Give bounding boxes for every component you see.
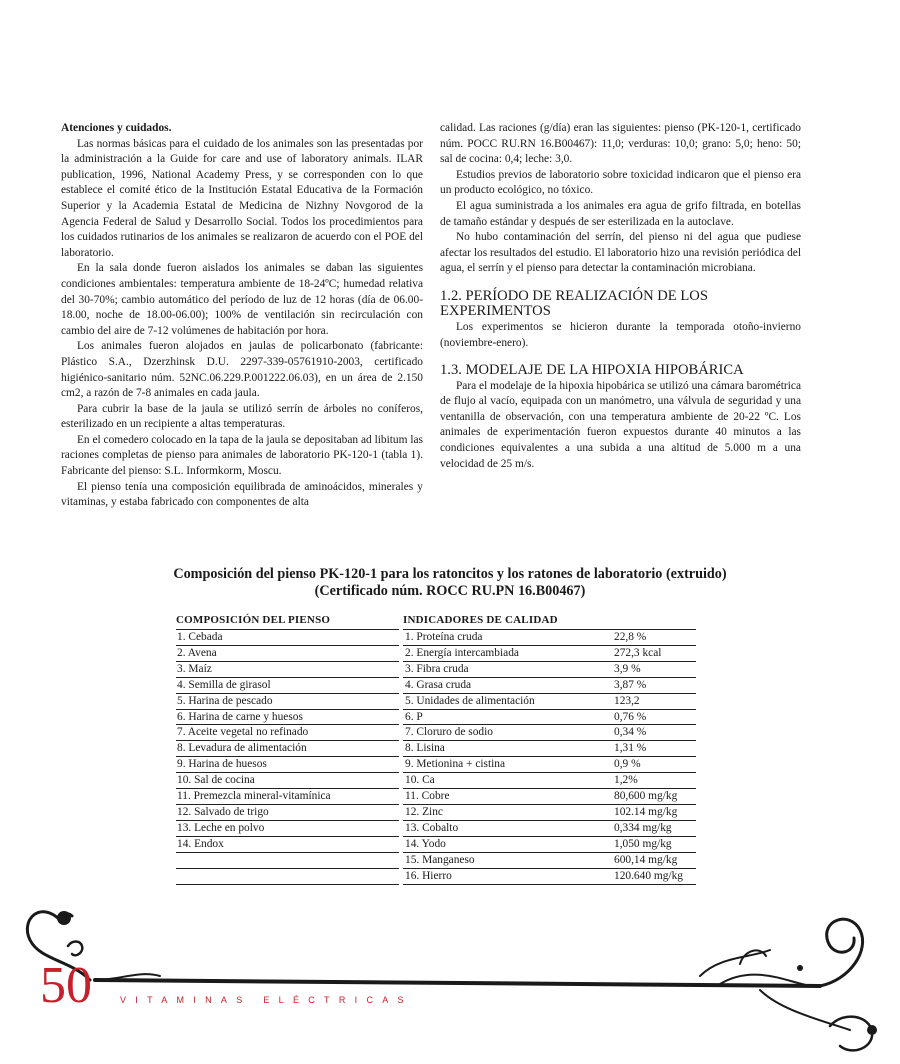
composition-cell: 10. Sal de cocina: [176, 773, 399, 789]
composition-table: [176, 612, 696, 885]
table-row: [176, 773, 696, 789]
indicator-cell: 1. Proteína cruda: [403, 630, 611, 646]
composition-cell: 3. Maíz: [176, 661, 399, 677]
value-cell: 80,600 mg/kg: [611, 789, 696, 805]
heading-atenciones: Atenciones y cuidados.: [61, 122, 172, 134]
indicator-cell: 3. Fibra cruda: [403, 661, 611, 677]
value-cell: 0,34 %: [611, 725, 696, 741]
indicator-cell: 14. Yodo: [403, 836, 611, 852]
indicator-cell: 15. Manganeso: [403, 852, 611, 868]
composition-cell: 2. Avena: [176, 645, 399, 661]
paragraph: El pienso tenía una composición equilibrada de aminoácidos, minerales y vitaminas, y estaba fabricado con componentes de alta: [61, 480, 423, 509]
value-cell: 3,9 %: [611, 661, 696, 677]
composition-cell: [176, 852, 399, 868]
table-row: [176, 693, 696, 709]
paragraph: Los experimentos se hicieron durante la temporada otoño-invierno (noviembre-enero).: [440, 320, 801, 349]
paragraph: Para cubrir la base de la jaula se utilizó serrín de árboles no coníferos, esterilizado en un recipiente a altas temperaturas.: [61, 402, 423, 431]
indicator-cell: 7. Cloruro de sodio: [403, 725, 611, 741]
table-row: [176, 661, 696, 677]
left-column: [61, 121, 423, 511]
table-row: [176, 789, 696, 805]
table-row: [176, 630, 696, 646]
paragraph: El agua suministrada a los animales era agua de grifo filtrada, en botellas de tamaño estándar y después de ser esterilizada en la autoclave.: [440, 199, 801, 228]
ornament-flourish: [0, 880, 900, 1064]
composition-cell: 4. Semilla de girasol: [176, 677, 399, 693]
value-cell: 120.640 mg/kg: [611, 868, 696, 884]
composition-cell: 5. Harina de pescado: [176, 693, 399, 709]
paragraph: En la sala donde fueron aislados los animales se daban las siguientes condiciones ambientales: temperatura ambiente de 18-24ºC; humedad relativa del 30-70%; cambio automático del período de luz de 12 horas (día de 06.00-18.00, noche de 18.00-06.00); 100% de ventilación sin recirculación con cambio del aire de 7-12 volúmenes de habitación por hora.: [61, 262, 423, 337]
indicator-cell: 9. Metionina + cistina: [403, 757, 611, 773]
composition-cell: 12. Salvado de trigo: [176, 804, 399, 820]
value-cell: 22,8 %: [611, 630, 696, 646]
table-row: [176, 677, 696, 693]
publication-name: VITAMINAS ELÉCTRICAS: [120, 995, 413, 1005]
indicator-cell: 16. Hierro: [403, 868, 611, 884]
composition-cell: 6. Harina de carne y huesos: [176, 709, 399, 725]
composition-cell: 14. Endox: [176, 836, 399, 852]
paragraph: Estudios previos de laboratorio sobre toxicidad indicaron que el pienso era un producto ecológico, no tóxico.: [440, 168, 801, 197]
header-composition: COMPOSICIÓN DEL PIENSO: [176, 613, 331, 626]
indicator-cell: 11. Cobre: [403, 789, 611, 805]
indicator-cell: 12. Zinc: [403, 804, 611, 820]
indicator-cell: 4. Grasa cruda: [403, 677, 611, 693]
right-column: [440, 121, 801, 472]
table-row: [176, 804, 696, 820]
composition-cell: 7. Aceite vegetal no refinado: [176, 725, 399, 741]
table-row: [176, 757, 696, 773]
value-cell: 1,2%: [611, 773, 696, 789]
table-title-line-1: Composición del pienso PK-120-1 para los ratoncitos y los ratones de laboratorio (extruido): [173, 566, 727, 582]
indicator-cell: 8. Lisina: [403, 741, 611, 757]
paragraph: No hubo contaminación del serrín, del pienso ni del agua que pudiese afectar los resultados del estudio. El laboratorio hizo una revisión periódica del agua, el serrín y el pienso para detectar la contaminación microbiana.: [440, 231, 801, 275]
table-row: [176, 820, 696, 836]
table-row: [176, 741, 696, 757]
indicator-cell: 5. Unidades de alimentación: [403, 693, 611, 709]
value-cell: 1,050 mg/kg: [611, 836, 696, 852]
header-quality: INDICADORES DE CALIDAD: [403, 613, 558, 626]
table-title: [70, 566, 830, 600]
paragraph: Las normas básicas para el cuidado de los animales son las presentadas por la administración a la Guide for care and use of laboratory animals. ILAR publication, 1996, National Academy Press, y se corresponden con lo que establece el comité ético de la Institución Estatal Educativa de la Formación Superior y la Academia Estatal de Medicina de Nizhny Novgorod de la Agencia Federal de Salud y Desarrollo Social. Todos los procedimientos para los cuidados rutinarios de los animales se realizaron de acuerdo con el POE del laboratorio.: [61, 137, 423, 259]
indicator-cell: 2. Energía intercambiada: [403, 645, 611, 661]
value-cell: 102.14 mg/kg: [611, 804, 696, 820]
table-row: [176, 645, 696, 661]
composition-cell: 11. Premezcla mineral-vitamínica: [176, 789, 399, 805]
table-row: [176, 709, 696, 725]
value-cell: 600,14 mg/kg: [611, 852, 696, 868]
value-cell: 1,31 %: [611, 741, 696, 757]
section-title-1-3: 1.3. MODELAJE DE LA HIPOXIA HIPOBÁRICA: [440, 362, 744, 379]
composition-cell: 9. Harina de huesos: [176, 757, 399, 773]
indicator-cell: 6. P: [403, 709, 611, 725]
section-title-1-2: 1.2. PERÍODO DE REALIZACIÓN DE LOS EXPERIMENTOS: [440, 287, 708, 320]
value-cell: 0,334 mg/kg: [611, 820, 696, 836]
paragraph: Para el modelaje de la hipoxia hipobárica se utilizó una cámara barométrica de flujo al vacío, equipada con un manómetro, una válvula de seguridad y una ventanilla de observación, con una temperatura ambiente de 20-22 ºC. Los animales de experimentación fueron expuestos durante 40 minutos a las condiciones equivalentes a una subida a una altitud de 5.000 m a una velocidad de 25 m/s.: [440, 379, 801, 470]
value-cell: 0,9 %: [611, 757, 696, 773]
table-row: [176, 836, 696, 852]
value-cell: 3,87 %: [611, 677, 696, 693]
table-row: [176, 725, 696, 741]
composition-cell: 1. Cebada: [176, 630, 399, 646]
table-row: [176, 852, 696, 868]
table-title-line-2: (Certificado núm. ROCC RU.PN 16.B00467): [314, 583, 586, 599]
composition-cell: 13. Leche en polvo: [176, 820, 399, 836]
indicator-cell: 13. Cobalto: [403, 820, 611, 836]
value-cell: 123,2: [611, 693, 696, 709]
value-cell: 0,76 %: [611, 709, 696, 725]
paragraph: Los animales fueron alojados en jaulas de policarbonato (fabricante: Plástico S.A., Dzerzhinsk D.U. 2297-339-05761910-2003, certificado higiénico-sanitario núm. 52NC.06.229.P.001222.06.03), en un área de 2.150 cm2, a razón de 7-8 animales en cada jaula.: [61, 340, 423, 400]
page-number: 50: [40, 957, 92, 1014]
composition-cell: 8. Levadura de alimentación: [176, 741, 399, 757]
paragraph: En el comedero colocado en la tapa de la jaula se depositaban ad libitum las raciones completas de pienso para animales de laboratorio PK-120-1 (tabla 1). Fabricante del pienso: S.L. Informkorm, Moscu.: [61, 433, 423, 478]
indicator-cell: 10. Ca: [403, 773, 611, 789]
paragraph: calidad. Las raciones (g/día) eran las siguientes: pienso (PK-120-1, certificado núm. POCC RU.RN 16.B00467): 11,0; verduras: 10,0; grano: 5,0; heno: 50; sal de cocina: 0,4; leche: 3,0.: [440, 122, 801, 166]
value-cell: 272,3 kcal: [611, 645, 696, 661]
